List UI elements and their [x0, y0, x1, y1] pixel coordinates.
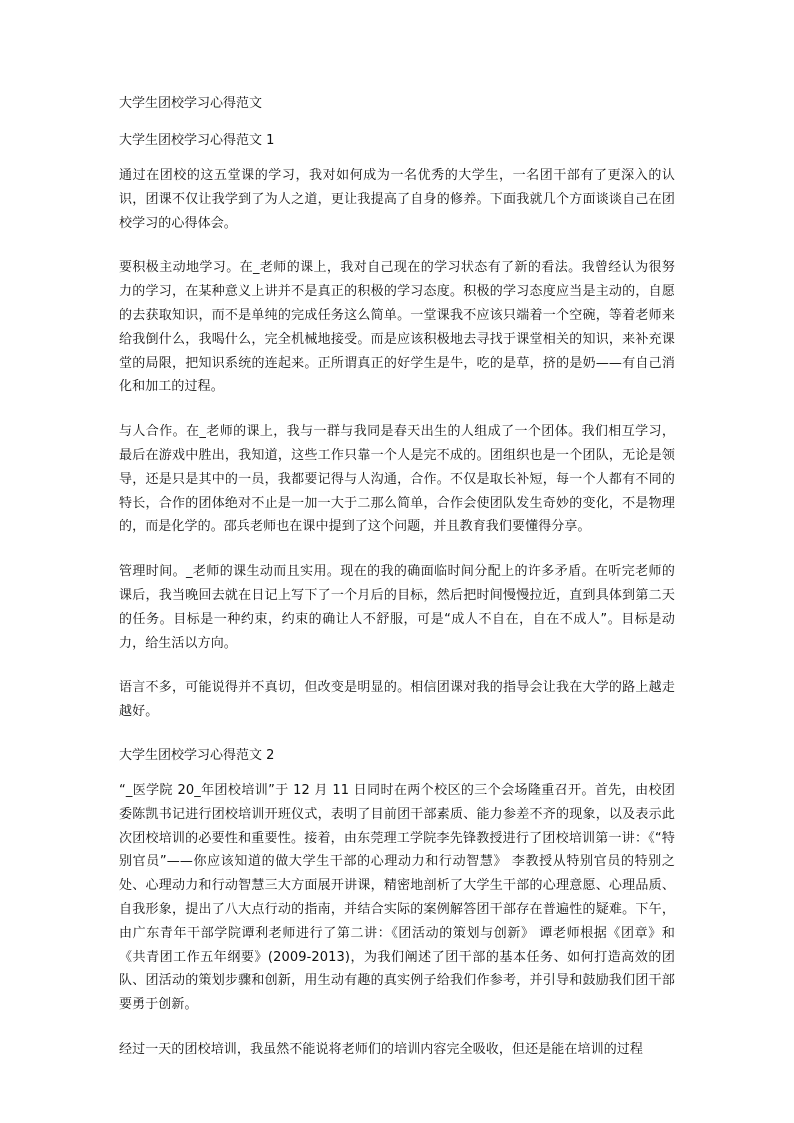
document-title: 大学生团校学习心得范文	[119, 96, 263, 111]
section-1-paragraph-2: 要积极主动地学习。在_老师的课上，我对自己现在的学习状态有了新的看法。我曾经认为很努力的学习，在某种意义上讲并不是真正的积极的学习态度。积极的学习态度应当是主动的，自愿的去获取知识，而不是单纯的完成任务这么简单。一堂课我不应该只端着一个空碗，等着老师来给我倒什么，我喝什么，完全机械地接受。而是应该积极地去寻找于课堂相关的知识，来补充课堂的局限，把知识系统的连起来。正所谓真正的好学生是牛，吃的是草，挤的是奶——有自己消化和加工的过程。	[119, 260, 675, 395]
section-1-paragraph-5: 语言不多，可能说得并不真切，但改变是明显的。相信团课对我的指导会让我在大学的路上越走越好。	[119, 680, 675, 720]
section-1-paragraph-4: 管理时间。_老师的课生动而且实用。现在的我的确面临时间分配上的许多矛盾。在听完老师的课后，我当晚回去就在日记上写下了一个月后的目标，然后把时间慢慢拉近，直到具体到第二天的任务。目标是一种约束，约束的确让人不舒服，可是“成人不自在，自在不成人”。目标是动力，给生活以方向。	[119, 564, 675, 651]
section-1-heading: 大学生团校学习心得范文 1	[119, 133, 275, 148]
section-1-paragraph-1: 通过在团校的这五堂课的学习，我对如何成为一名优秀的大学生，一名团干部有了更深入的认识，团课不仅让我学到了为人之道，更让我提高了自身的修养。下面我就几个方面谈谈自己在团校学习的心得体会。	[119, 168, 675, 231]
section-2-heading: 大学生团校学习心得范文 2	[119, 747, 275, 763]
section-1-paragraph-3: 与人合作。在_老师的课上，我与一群与我同是春天出生的人组成了一个团体。我们相互学习，最后在游戏中胜出，我知道，这些工作只靠一个人是完不成的。团组织也是一个团队，无论是领导，还是只是其中的一员，我都要记得与人沟通，合作。不仅是取长补短，每一个人都有不同的特长，合作的团体绝对不止是一加一大于二那么简单，合作会使团队发生奇妙的变化，不是物理的，而是化学的。邵兵老师也在课中提到了这个问题，并且教育我们要懂得分享。	[119, 424, 675, 535]
document-page	[119, 90, 675, 1083]
section-2-paragraph-1: “_医学院 20_年团校培训”于 12 月 11 日同时在两个校区的三个会场隆重召开。首先，由校团委陈凯书记进行团校培训开班仪式，表明了目前团干部素质、能力参差不齐的现象，以及表示此次团校培训的必要性和重要性。接着，由东莞理工学院李先锋教授进行了团校培训第一讲：《“特别官员”——你应该知道的做大学生干部的心理动力和行动智慧》 李教授从特别官员的特别之处、心理动力和行动智慧三大方面展开讲课，精密地剖析了大学生干部的心理意愿、心理品质、自我形象，提出了八大点行动的指南，并结合实际的案例解答团干部存在普遍性的疑难。下午，由广东青年干部学院谭利老师进行了第二讲：《团活动的策划与创新》 谭老师根据《团章》和《共青团工作五年纲要》(2009-2013)，为我们阐述了团干部的基本任务、如何打造高效的团队、团活动的策划步骤和创新，用生动有趣的真实例子给我们作参考，并引导和鼓励我们团干部要勇于创新。	[119, 782, 675, 1013]
section-2-paragraph-2: 经过一天的团校培训，我虽然不能说将老师们的培训内容完全吸收，但还是能在培训的过程	[119, 1041, 644, 1057]
